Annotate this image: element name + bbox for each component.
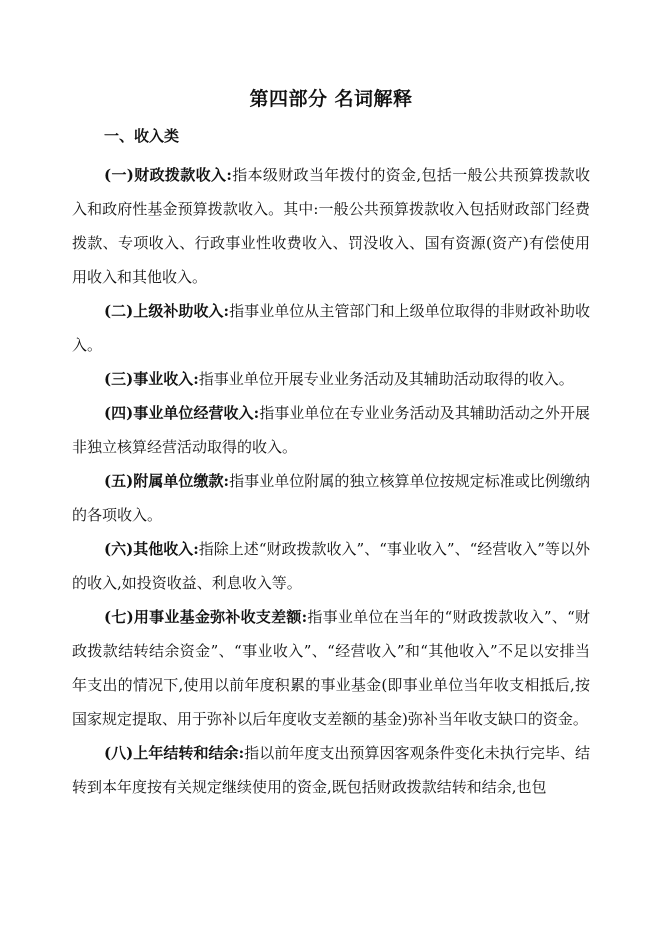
term-label: (四)事业单位经营收入: xyxy=(104,404,260,422)
term-label: (三)事业收入: xyxy=(104,370,199,388)
definition-text: 指事业单位在专业业务活动及其辅助活动之外开展非独立核算经营活动取得的收入。 xyxy=(72,404,590,456)
definition-text: 指事业单位开展专业业务活动及其辅助活动取得的收入。 xyxy=(198,370,574,388)
definition-paragraph xyxy=(72,362,590,396)
section-heading: 一、收入类 xyxy=(104,127,180,145)
definition-text: 指事业单位从主管部门和上级单位取得的非财政补助收入。 xyxy=(72,302,590,354)
term-label: (二)上级补助收入: xyxy=(104,302,230,320)
definition-paragraph xyxy=(72,464,590,532)
page-title: 第四部分 名词解释 xyxy=(249,88,413,110)
definition-text: 指除上述“财政拨款收入”、“事业收入”、“经营收入”等以外的收入,如投资收益、利息收入等。 xyxy=(72,540,590,592)
definition-paragraph xyxy=(72,532,590,600)
definition-paragraph xyxy=(72,600,590,736)
definition-paragraph xyxy=(72,158,590,294)
definition-text: 指本级财政当年拨付的资金,包括一般公共预算拨款收入和政府性基金预算拨款收入。其中:一般公共预算拨款收入包括财政部门经费拨款、专项收入、行政事业性收费收入、罚没收入、国有资源(资产)有偿使用用收入和其他收入。 xyxy=(72,166,590,286)
term-label: (八)上年结转和结余: xyxy=(104,744,245,762)
definition-text: 指以前年度支出预算因客观条件变化未执行完毕、结转到本年度按有关规定继续使用的资金,既包括财政拨款结转和结余,也包 xyxy=(72,744,590,796)
definition-paragraph xyxy=(72,736,590,804)
definition-text: 指事业单位附属的独立核算单位按规定标准或比例缴纳的各项收入。 xyxy=(72,472,590,524)
definition-paragraph xyxy=(72,294,590,362)
term-label: (七)用事业基金弥补收支差额: xyxy=(104,608,308,626)
definition-paragraph xyxy=(72,396,590,464)
term-label: (五)附属单位缴款: xyxy=(104,472,230,490)
term-label: (一)财政拨款收入: xyxy=(104,166,232,184)
definition-text: 指事业单位在当年的“财政拨款收入”、“财政拨款结转结余资金”、“事业收入”、“经营收入”和“其他收入”不足以安排当年支出的情况下,使用以前年度积累的事业基金(即事业单位当年收支相抵后,按国家规定提取、用于弥补以后年度收支差额的基金)弥补当年收支缺口的资金。 xyxy=(72,608,591,728)
document-page xyxy=(72,84,590,804)
term-label: (六)其他收入: xyxy=(104,540,199,558)
